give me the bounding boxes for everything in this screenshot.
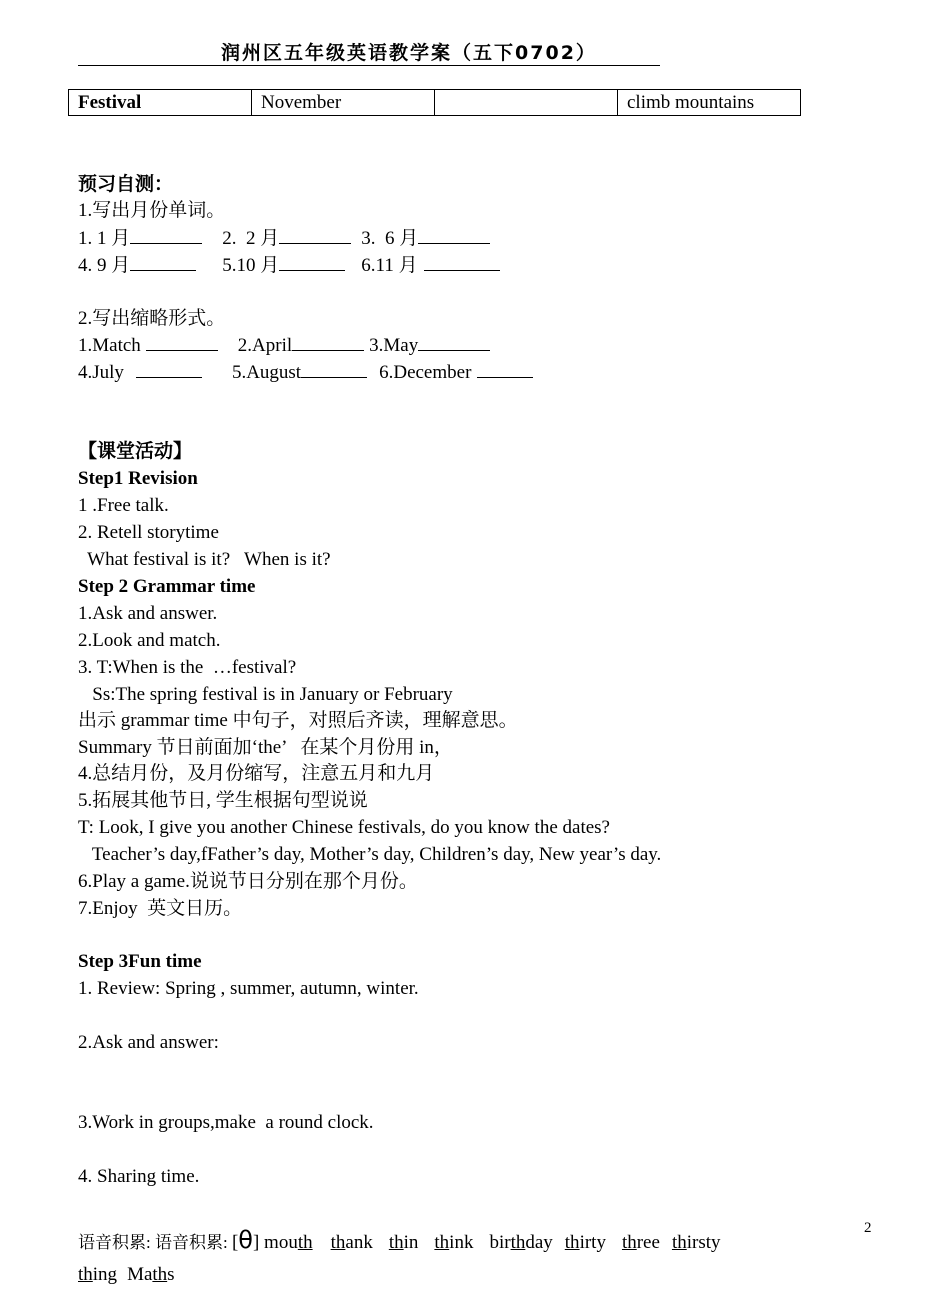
step3-line: 4. Sharing time.: [78, 1166, 200, 1187]
step2-line: 5.拓展其他节日, 学生根据句型说说: [78, 790, 368, 811]
phonics-word: think: [434, 1232, 474, 1253]
q1-item: 2. 2 月: [222, 228, 280, 249]
phonics-word: thin: [388, 1232, 419, 1253]
step2-line: Teacher’s day,fFather’s day, Mother’s day, Children’s day, New year’s day.: [78, 844, 662, 865]
step2-line: 1.Ask and answer.: [78, 603, 218, 624]
step2-line: Ss:The spring festival is in January or February: [78, 684, 453, 705]
q1-item: 3. 6 月: [361, 228, 419, 249]
phonics-word: thank: [330, 1232, 373, 1253]
q2-item: 1.Match: [78, 335, 141, 356]
table-cell: [435, 90, 618, 116]
step1-line: What festival is it? When is it?: [78, 549, 331, 570]
phonics-row-2: [78, 1262, 175, 1288]
phonics-word: three: [621, 1232, 660, 1253]
step2-line: 3. T:When is the …festival?: [78, 657, 297, 678]
step2-heading: Step 2 Grammar time: [78, 576, 256, 597]
step2-line: Summary 节日前面加‘the’ 在某个月份用 in，: [78, 737, 453, 758]
q1-item: 5.10 月: [222, 255, 280, 276]
step3-line: 3.Work in groups,make a round clock.: [78, 1112, 374, 1133]
q2-item: 2.April: [237, 335, 293, 356]
phonics-word: thirty: [564, 1232, 606, 1253]
step2-line: 出示 grammar time 中句子，对照后齐读，理解意思。: [78, 710, 518, 731]
q1-item: 4. 9 月: [78, 255, 131, 276]
table-row: [69, 90, 801, 116]
q1-title: 1.写出月份单词。: [78, 200, 226, 221]
page-number: 2: [864, 1220, 872, 1236]
step1-heading: Step1 Revision: [78, 468, 198, 489]
phonics-label: 语音积累: 语音积累:: [78, 1233, 232, 1252]
q1-row-2: [78, 252, 500, 279]
q1-item: 6.11 月: [361, 255, 418, 276]
q2-row-1: [78, 332, 490, 359]
preview-title: 预习自测：: [78, 174, 174, 195]
step2-line: 7.Enjoy 英文日历。: [78, 898, 243, 919]
step1-line: 2. Retell storytime: [78, 522, 219, 543]
phonics-word: Maths: [127, 1264, 175, 1285]
step2-line: 2.Look and match.: [78, 630, 221, 651]
classroom-title: 【课堂活动】: [78, 441, 193, 462]
phonics-symbol: θ: [238, 1226, 253, 1254]
q2-item: 3.May: [369, 335, 419, 356]
q2-title: 2.写出缩略形式。: [78, 308, 226, 329]
step3-line: 1. Review: Spring , summer, autumn, winter.: [78, 978, 419, 999]
q2-item: 4.July: [78, 362, 124, 383]
phonics-word: thirsty: [671, 1232, 721, 1253]
phonics-word: thing: [78, 1264, 118, 1285]
q2-row-2: [78, 359, 533, 386]
phonics-word: birthday: [489, 1232, 553, 1253]
step3-heading: Step 3Fun time: [78, 951, 202, 972]
step3-line: 2.Ask and answer:: [78, 1032, 219, 1053]
phonics-word: mouth: [264, 1232, 313, 1253]
step2-line: 4.总结月份，及月份缩写，注意五月和九月: [78, 763, 435, 784]
step2-line: 6.Play a game.说说节日分别在那个月份。: [78, 871, 418, 892]
q2-item: 5.August: [231, 362, 302, 383]
q1-row-1: [78, 225, 490, 252]
phonics-row-1: 语音积累: 语音积累: [θ] mouth thank thin think birthday thirty three thirsty: [78, 1226, 721, 1254]
page-header: 润州区五年级英语教学案（五下0702）: [78, 38, 660, 66]
festival-table: [68, 89, 801, 116]
step2-line: T: Look, I give you another Chinese festivals, do you know the dates?: [78, 817, 610, 838]
table-cell: November: [252, 90, 435, 116]
table-cell: climb mountains: [618, 90, 801, 116]
q1-item: 1. 1 月: [78, 228, 131, 249]
q2-item: 6.December: [379, 362, 472, 383]
table-cell: Festival: [69, 90, 252, 116]
step1-line: 1 .Free talk.: [78, 495, 169, 516]
